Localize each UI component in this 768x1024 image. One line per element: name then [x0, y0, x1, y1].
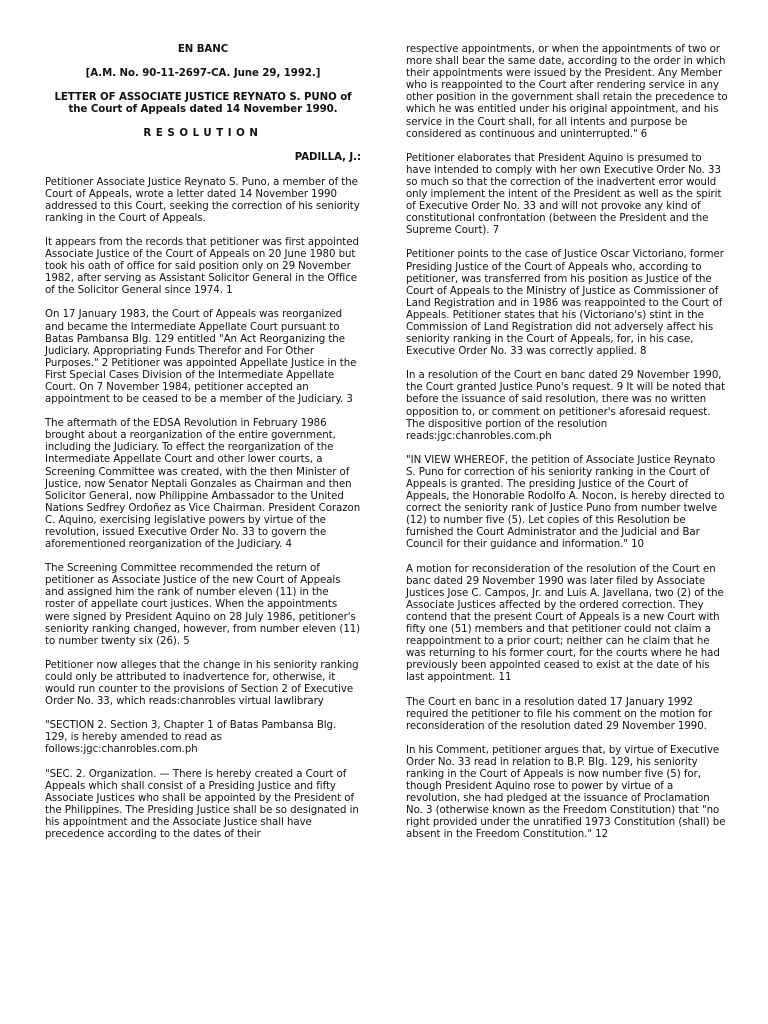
en-banc-heading: EN BANC [177, 44, 229, 55]
body-paragraph: The Court en banc in a resolution dated 17 January 1992 required the petitioner to file his comment on the motion for reconsideration of the resolution dated 29 November 1990. [406, 696, 713, 732]
body-paragraph: Petitioner elaborates that President Aquino is presumed to have intended to comply with her own Executive Order No. 33 so much so that the correction of the inadvertent error would only implement the intent of the President as well as the spirit of Executive Order No. 33 and will not provoke any kind of constitutional confrontation (between the President and the Supreme Court). 7 [406, 152, 722, 237]
resolution-heading: RESOLUTION [143, 128, 263, 140]
body-paragraph: "SECTION 2. Section 3, Chapter 1 of Batas Pambansa Blg. 129, is hereby amended to read as follows:jgc:chanrobles.com.ph [45, 720, 337, 756]
body-paragraph: Petitioner now alleges that the change in his seniority ranking could only be attributed to inadvertence for, otherwise, it would run counter to the provisions of Section 2 of Executive Order No. 33, which reads:chanrobles virtual lawlibrary [45, 659, 359, 708]
body-paragraph: It appears from the records that petitioner was first appointed Associate Justice of the Court of Appeals on 20 June 1980 but took his oath of office for said position only on 29 November 1982, after serving as Assistant Solicitor General in the Office of the Solicitor General since 1974. 1 [45, 236, 359, 297]
left-column [45, 44, 361, 853]
body-paragraph: "IN VIEW WHEREOF, the petition of Associate Justice Reynato S. Puno for correction of his seniority ranking in the Court of Appeals is granted. The presiding Justice of the Court of Appeals, the Honorable Rodolfo A. Nocon, is hereby directed to correct the seniority rank of Justice Puno from number twelve (12) to number five (5). Let copies of this Resolution be furnished the Court Administrator and the Judicial and Bar Council for their guidance and information." 10 [406, 454, 725, 551]
body-paragraph: In a resolution of the Court en banc dated 29 November 1990, the Court granted Justice Puno's request. 9 It will be noted that before the issuance of said resolution, there was no written opposition to, or comment on petitioner's aforesaid request. The dispositive portion of the resolution reads:jgc:chanrobles.com.ph [406, 370, 725, 442]
body-paragraph: In his Comment, petitioner argues that, by virtue of Executive Order No. 33 read in relation to B.P. Blg. 129, his seniority ranking in the Court of Appeals is now number five (5) for, though President Aquino rose to power by virtue of a revolution, she had pledged at the issuance of Proclamation No. 3 (otherwise known as the Freedom Constitution) that "no right provided under the unratified 1973 Constitution (shall) be absent in the Freedom Constitution." 12 [406, 744, 726, 841]
case-number-heading: [A.M. No. 90-11-2697-CA. June 29, 1992.] [85, 68, 321, 80]
letter-title-heading: LETTER OF ASSOCIATE JUSTICE REYNATO S. PUNO of the Court of Appeals dated 14 November 1990. [54, 92, 352, 116]
body-paragraph: The Screening Committee recommended the return of petitioner as Associate Justice of the new Court of Appeals and assigned him the rank of number eleven (11) in the roster of appellate court justices. When the appointments were signed by President Aquino on 28 July 1986, petitioner's seniority ranking changed, however, from number eleven (11) to number twenty six (26). 5 [45, 563, 361, 647]
body-paragraph: Petitioner Associate Justice Reynato S. Puno, a member of the Court of Appeals, wrote a letter dated 14 November 1990 addressed to this Court, seeking the correction of his seniority ranking in the Court of Appeals. [45, 176, 360, 224]
body-paragraph: A motion for reconsideration of the resolution of the Court en banc dated 29 November 1990 was later filed by Associate Justices Jose C. Campos, Jr. and Luis A. Javellana, two (2) of the Associate Justices affected by the ordered correction. They contend that the present Court of Appeals is a new Court with fifty one (51) members and that petitioner could not claim a reappointment to a prior court; neither can he claim that he was returning to his former court, for the courts where he had previously been appointed ceased to exist at the date of his last appointment. 11 [406, 563, 724, 684]
body-paragraph: respective appointments, or when the appointments of two or more shall bear the same date, according to the order in which their appointments were issued by the President. Any Member who is reappointed to the Court after rendering service in any other position in the government shall retain the precedence to which he was entitled under his original appointment, and his service in the Court shall, for all intents and purpose be considered as continuous and uninterrupted." 6 [406, 44, 728, 140]
body-paragraph: On 17 January 1983, the Court of Appeals was reorganized and became the Intermediate Appellate Court pursuant to Batas Pambansa Blg. 129 entitled "An Act Reorganizing the Judiciary. Appropriating Funds Therefor and For Other Purposes." 2 Petitioner was appointed Appellate Justice in the First Special Cases Division of the Intermediate Appellate Court. On 7 November 1984, petitioner accepted an appointment to be ceased to be a member of the Judiciary. 3 [45, 309, 357, 406]
body-paragraph: Petitioner points to the case of Justice Oscar Victoriano, former Presiding Justice of the Court of Appeals who, according to petitioner, was transferred from his position as Justice of the Court of Appeals to the Ministry of Justice as Commissioner of Land Registration and in 1986 was reappointed to the Court of Appeals. Petitioner states that his (Victoriano's) stint in the Commission of Land Registration did not adversely affect his seniority ranking in the Court of Appeals, for, in his case, Executive Order No. 33 was correctly applied. 8 [406, 249, 724, 358]
right-column [406, 44, 728, 854]
body-paragraph: "SEC. 2. Organization. — There is hereby created a Court of Appeals which shall consist of a Presiding Justice and fifty Associate Justices who shall be appointed by the President of the Philippines. The Presiding Justice shall be so designated in his appointment and the Associate Justice shall have precedence according to the dates of their [45, 768, 359, 840]
ponente-heading: PADILLA, J.: [294, 152, 361, 164]
body-paragraph: The aftermath of the EDSA Revolution in February 1986 brought about a reorganization of the entire government, including the Judiciary. To effect the reorganization of the Intermediate Appellate Court and other lower courts, a Screening Committee was created, with the then Minister of Justice, now Senator Neptali Gonzales as Chairman and then Solicitor General, now Philippine Ambassador to the United Nations Sedfrey Ordoñez as Vice Chairman. President Corazon C. Aquino, exercising legislative powers by virtue of the revolution, issued Executive Order No. 33 to govern the aforementioned reorganization of the Judiciary. 4 [45, 418, 361, 551]
